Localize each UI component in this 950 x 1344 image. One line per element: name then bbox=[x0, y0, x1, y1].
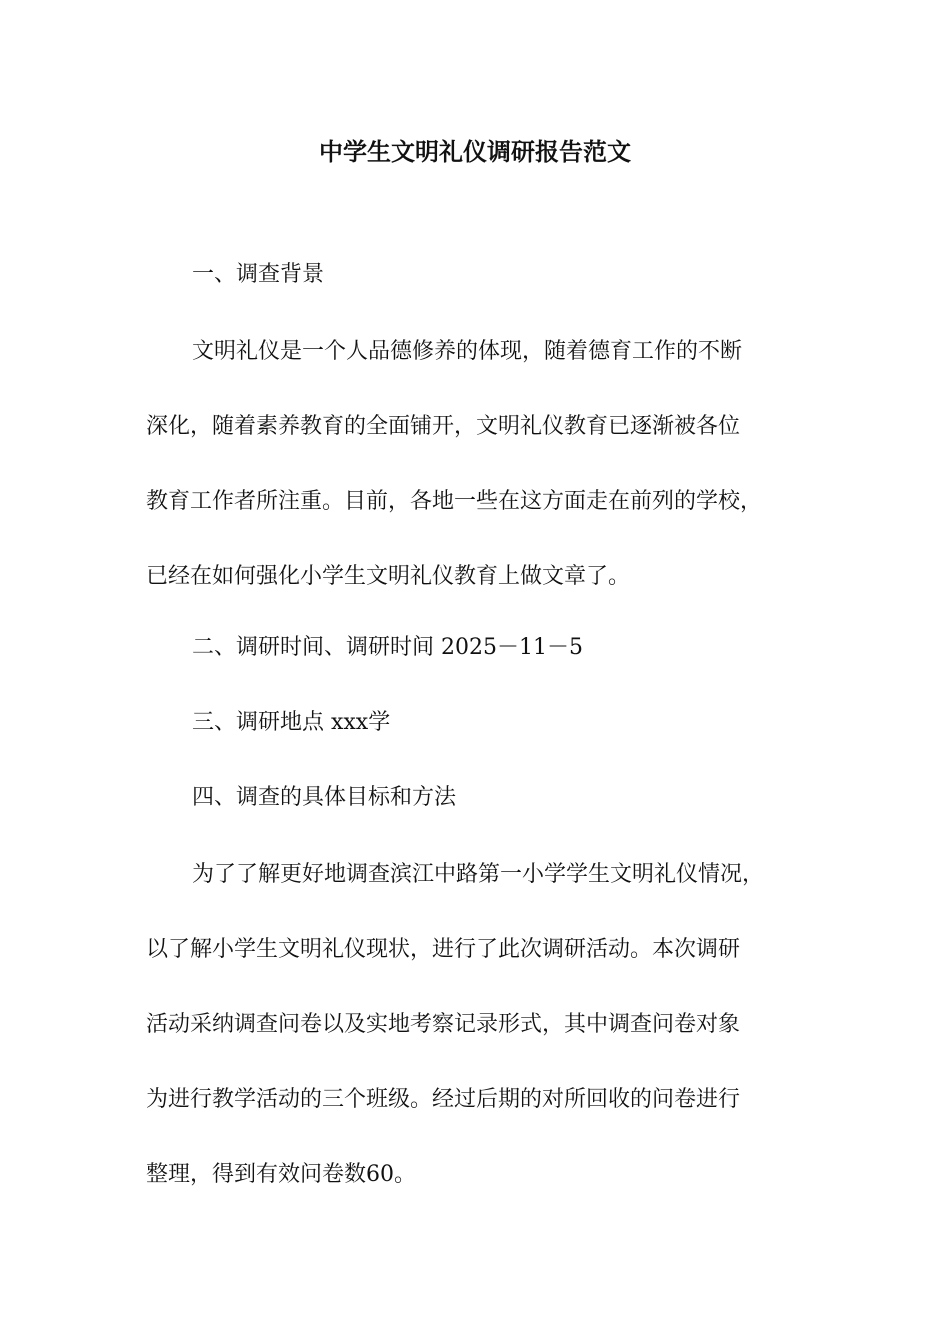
section-heading-location: 三、调研地点 xxx学 bbox=[192, 710, 391, 735]
paragraph-line: 为了了解更好地调查滨江中路第一小学学生文明礼仪情况， bbox=[192, 862, 765, 887]
background-paragraph bbox=[146, 314, 810, 614]
paragraph-line: 深化，随着素养教育的全面铺开，文明礼仪教育已逐渐被各位 bbox=[146, 414, 741, 439]
paragraph-line: 整理，得到有效问卷数60。 bbox=[146, 1162, 416, 1187]
paragraph-line: 活动采纳调查问卷以及实地考察记录形式，其中调查问卷对象 bbox=[146, 1012, 741, 1037]
paragraph-line: 已经在如何强化小学生文明礼仪教育上做文章了。 bbox=[146, 564, 631, 589]
paragraph-line: 为进行教学活动的三个班级。经过后期的对所回收的问卷进行 bbox=[146, 1087, 741, 1112]
section-heading-time: 二、调研时间、调研时间 2025－11－5 bbox=[192, 635, 583, 660]
paragraph-line: 以了解小学生文明礼仪现状，进行了此次调研活动。本次调研 bbox=[146, 937, 741, 962]
section-heading-background: 一、调查背景 bbox=[192, 262, 325, 287]
paragraph-line: 文明礼仪是一个人品德修养的体现，随着德育工作的不断 bbox=[192, 339, 743, 364]
paragraph-line: 教育工作者所注重。目前，各地一些在这方面走在前列的学校， bbox=[146, 489, 763, 514]
section-heading-goals-methods: 四、调查的具体目标和方法 bbox=[192, 785, 457, 810]
methods-paragraph bbox=[146, 837, 810, 1212]
document-title: 中学生文明礼仪调研报告范文 bbox=[319, 137, 631, 166]
